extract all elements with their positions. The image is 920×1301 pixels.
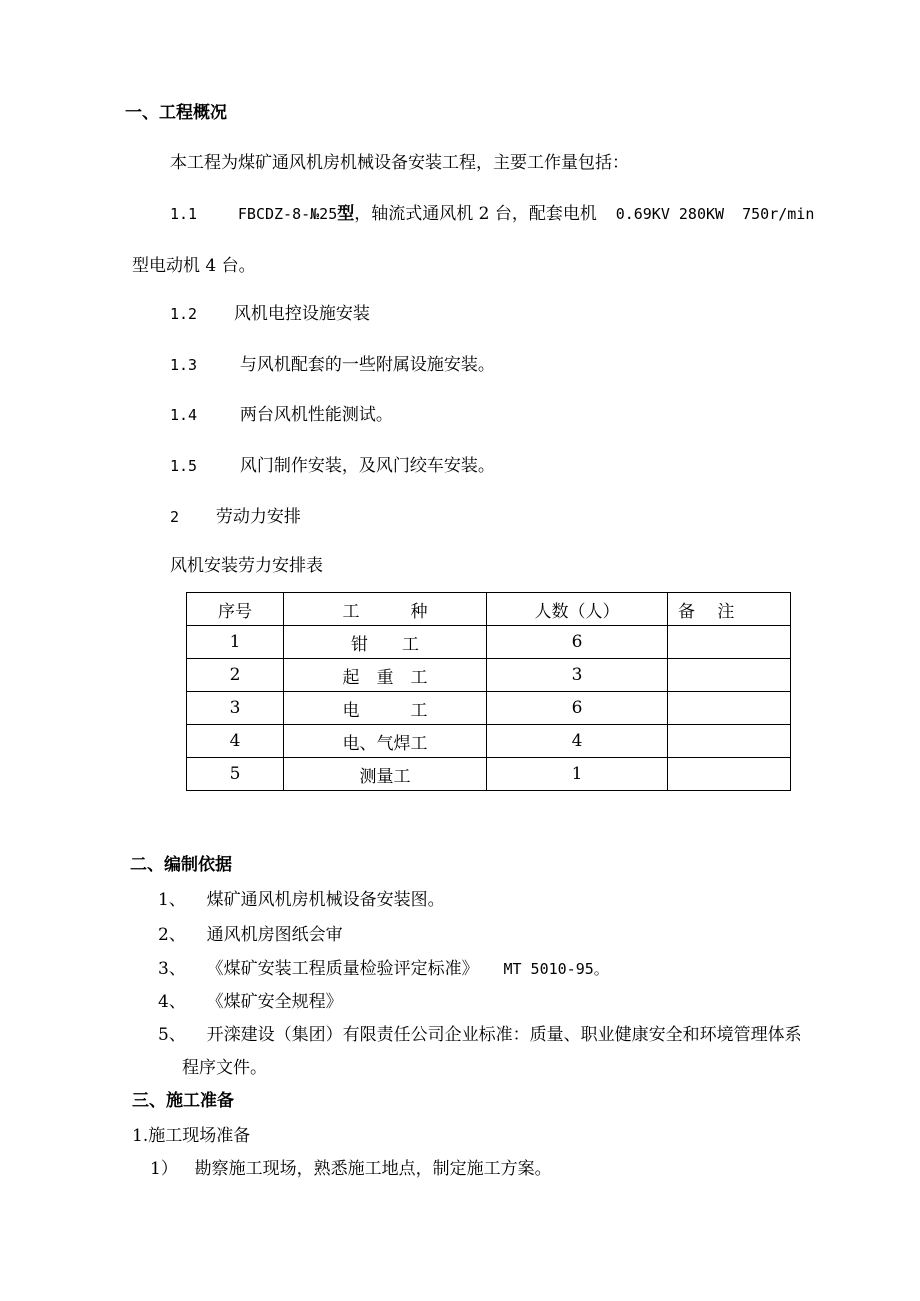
- standard-code: MT 5010-95。: [503, 960, 609, 978]
- table-cell: 1: [487, 758, 668, 791]
- table-cell: 2: [187, 659, 284, 692]
- table-cell: [668, 659, 791, 692]
- table-cell: 3: [187, 692, 284, 725]
- item-text: ，轴流式通风机 2 台，配套电机: [354, 204, 597, 224]
- site-prep-subheading: 1.施工现场准备: [132, 1126, 251, 1146]
- table-cell: [668, 725, 791, 758]
- table-row: [187, 659, 791, 692]
- table-header-cell: 人数（人）: [487, 593, 668, 626]
- item-number: 2、: [158, 925, 186, 945]
- item-1-1-continuation: 型电动机 4 台。: [132, 256, 256, 276]
- table-header-row: [187, 593, 791, 626]
- basis-item-3: [158, 961, 609, 978]
- fan-model: FBCDZ-8-№25: [237, 205, 338, 223]
- item-text: 《煤矿安装工程质量检验评定标准》: [206, 959, 479, 979]
- table-cell: [668, 692, 791, 725]
- table-cell: 起 重 工: [284, 659, 487, 692]
- basis-item-2: [158, 927, 343, 944]
- item-1-4: [170, 407, 393, 424]
- item-1-5: [170, 458, 495, 475]
- table-header-cell: 工 种: [284, 593, 487, 626]
- basis-item-5: [158, 1027, 802, 1044]
- item-number: 1）: [150, 1159, 178, 1179]
- item-number: 1.4: [170, 406, 198, 424]
- table-cell: 6: [487, 692, 668, 725]
- item-number: 4、: [158, 992, 186, 1012]
- table-cell: 4: [187, 725, 284, 758]
- item-text: 劳动力安排: [215, 507, 301, 527]
- table-row: [187, 692, 791, 725]
- table-cell: 3: [487, 659, 668, 692]
- table-cell: 5: [187, 758, 284, 791]
- item-text: 两台风机性能测试。: [239, 405, 393, 425]
- basis-item-1: [158, 892, 445, 909]
- item-text: 勘察施工现场，熟悉施工地点，制定施工方案。: [194, 1159, 552, 1179]
- item-number: 1.2: [170, 305, 198, 323]
- item-text: 开滦建设（集团）有限责任公司企业标准：质量、职业健康安全和环境管理体系: [206, 1025, 802, 1045]
- table-cell: 6: [487, 626, 668, 659]
- section2-heading: 二、编制依据: [130, 855, 232, 875]
- section1-intro: 本工程为煤矿通风机房机械设备安装工程，主要工作量包括：: [170, 153, 629, 173]
- item-text: 风机电控设施安装: [233, 304, 370, 324]
- item-2: [170, 509, 301, 526]
- table-header-cell: 备 注: [668, 593, 791, 626]
- item-text: 煤矿通风机房机械设备安装图。: [206, 890, 445, 910]
- item-text: 通风机房图纸会审: [206, 925, 343, 945]
- table-caption: 风机安装劳力安排表: [170, 556, 323, 576]
- table-row: [187, 725, 791, 758]
- table-cell: 1: [187, 626, 284, 659]
- table-cell: 电 工: [284, 692, 487, 725]
- fan-model-suffix: 型: [337, 204, 355, 224]
- item-1-2: [170, 306, 370, 323]
- basis-item-4: [158, 994, 343, 1011]
- item-number: 1.1: [170, 205, 198, 223]
- table-row: [187, 758, 791, 791]
- item-number: 3、: [158, 959, 186, 979]
- table-header-cell: 序号: [187, 593, 284, 626]
- item-number: 5、: [158, 1025, 186, 1045]
- table-cell: 电、气焊工: [284, 725, 487, 758]
- item-text: 与风机配套的一些附属设施安装。: [239, 355, 495, 375]
- item-text: 《煤矿安全规程》: [206, 992, 343, 1012]
- motor-specs: 0.69KV 280KW 750r/min: [615, 205, 815, 223]
- item-number: 1.3: [170, 356, 198, 374]
- table-cell: 4: [487, 725, 668, 758]
- basis-item-5-continuation: 程序文件。: [182, 1058, 267, 1078]
- labor-table: [186, 592, 791, 791]
- table-cell: 钳 工: [284, 626, 487, 659]
- table-row: [187, 626, 791, 659]
- item-number: 2: [170, 508, 180, 526]
- item-number: 1.5: [170, 457, 198, 475]
- table-cell: 测量工: [284, 758, 487, 791]
- item-1-3: [170, 357, 495, 374]
- section1-heading: 一、工程概况: [125, 103, 227, 123]
- table-cell: [668, 758, 791, 791]
- site-prep-item-1: [150, 1161, 552, 1178]
- item-number: 1、: [158, 890, 186, 910]
- item-text: 风门制作安装，及风门绞车安装。: [239, 456, 495, 476]
- section3-heading: 三、施工准备: [132, 1091, 234, 1111]
- item-1-1: [170, 206, 814, 223]
- table-cell: [668, 626, 791, 659]
